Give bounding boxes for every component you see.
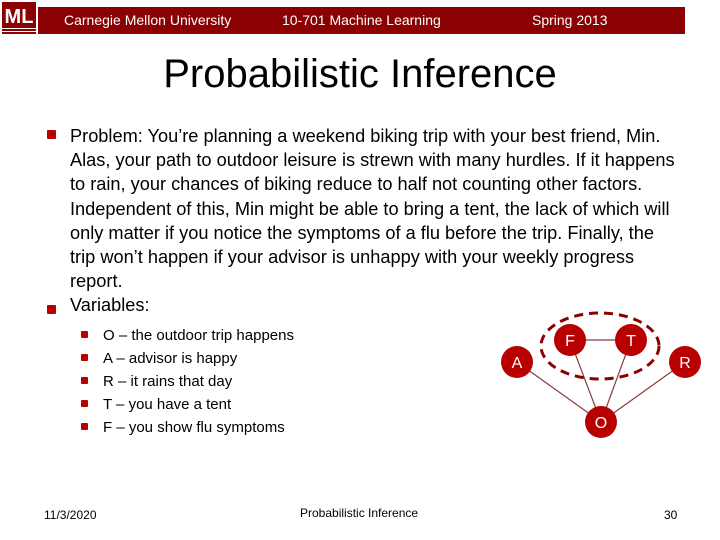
sub-bullet-marker (81, 423, 88, 430)
node-t (615, 324, 647, 356)
node-r-label: R (679, 355, 691, 372)
variable-item: O – the outdoor trip happens (103, 327, 294, 344)
node-a (501, 346, 533, 378)
footer-title: Probabilistic Inference (300, 506, 419, 520)
slide-header (0, 0, 720, 38)
bullet-variables: Variables: (70, 295, 150, 316)
variable-item: F – you show flu symptoms (103, 419, 285, 436)
sub-bullet-marker (81, 400, 88, 407)
node-r (669, 346, 701, 378)
node-f (554, 324, 586, 356)
sub-bullet-marker (81, 354, 88, 361)
bullet-marker (47, 130, 56, 139)
node-t-label: T (626, 333, 636, 350)
variable-list (103, 324, 294, 439)
bayes-net-diagram (490, 300, 720, 450)
variable-item: R – it rains that day (103, 373, 233, 390)
logo-text: ML (4, 6, 34, 28)
sub-bullet-marker (81, 331, 88, 338)
slide-title: Probabilistic Inference (163, 52, 557, 96)
page-number: 30 (664, 508, 678, 522)
ml-logo (2, 2, 36, 36)
bullet-list (70, 124, 680, 318)
footer-date: 11/3/2020 (44, 508, 97, 522)
node-f-label: F (565, 333, 575, 350)
variable-item: A – advisor is happy (103, 350, 238, 367)
header-university: Carnegie Mellon University (64, 12, 232, 28)
header-term: Spring 2013 (532, 12, 608, 28)
node-a-label: A (511, 355, 523, 372)
bullet-marker (47, 305, 56, 314)
variable-item: T – you have a tent (103, 396, 232, 413)
node-o (585, 406, 617, 438)
sub-bullet-marker (81, 377, 88, 384)
node-o-label: O (594, 415, 608, 432)
header-course: 10-701 Machine Learning (282, 12, 441, 28)
bullet-problem: Problem: You’re planning a weekend biking trip with your best friend, Min. Alas, your path to outdoor leisure is strewn with many hurdles. If it happens to rain, your chances of biking reduce to half not counting other factors. Independent of this, Min might be able to bring a tent, the lack of which will only matter if you notice the symptoms of a flu before the trip. Finally, the trip won’t happen if your advisor is unhappy with your weekly progress report. (70, 126, 675, 292)
